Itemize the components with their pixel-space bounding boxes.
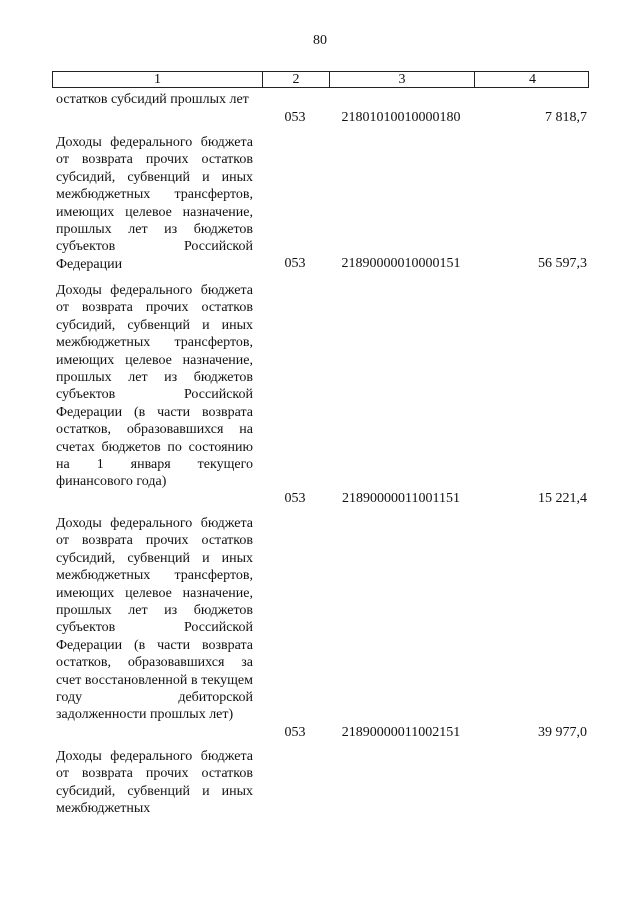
row-amount: 39 977,0 [538,725,587,740]
row-amount: 56 597,3 [538,256,587,271]
table-header [52,71,589,88]
header-col-1: 1 [53,72,263,87]
row-amount: 7 818,7 [545,110,587,125]
row-code: 053 [284,491,306,506]
row-kbk: 21890000010000151 [341,256,461,271]
row-kbk: 21801010010000180 [341,110,461,125]
header-col-3: 3 [330,72,475,87]
page-number: 80 [313,33,327,48]
header-col-2: 2 [263,72,330,87]
row-name: Доходы федерального бюджета от возврата прочих остатков субсидий, субвенций и иных межбюджетных трансфертов, имеющих целевое назначение, прошлых лет из бюджетов субъектов Российской Федерации (в части возврата остатков, образовавшихся за счет восстановленной в текущем году дебиторской задолженности прошлых лет) [56,516,253,723]
row-name: остатков субсидий прошлых лет [56,92,249,107]
row-code: 053 [284,725,306,740]
row-code: 053 [284,110,306,125]
row-name: Доходы федерального бюджета от возврата прочих остатков субсидий, субвенций и иных межбюджетных трансфертов, имеющих целевое назначение, прошлых лет из бюджетов субъектов Российской Федерации [56,135,253,272]
row-name: Доходы федерального бюджета от возврата прочих остатков субсидий, субвенций и иных межбюджетных [56,749,253,817]
row-name: Доходы федерального бюджета от возврата прочих остатков субсидий, субвенций и иных межбюджетных трансфертов, имеющих целевое назначение, прошлых лет из бюджетов субъектов Российской Федерации (в части возврата остатков, образовавшихся на счетах бюджетов по состоянию на 1 января текущего финансового года) [56,283,253,490]
row-code: 053 [284,256,306,271]
row-kbk: 21890000011001151 [342,491,460,506]
header-col-4: 4 [529,72,536,87]
row-kbk: 21890000011002151 [341,725,461,740]
row-amount: 15 221,4 [538,491,587,506]
